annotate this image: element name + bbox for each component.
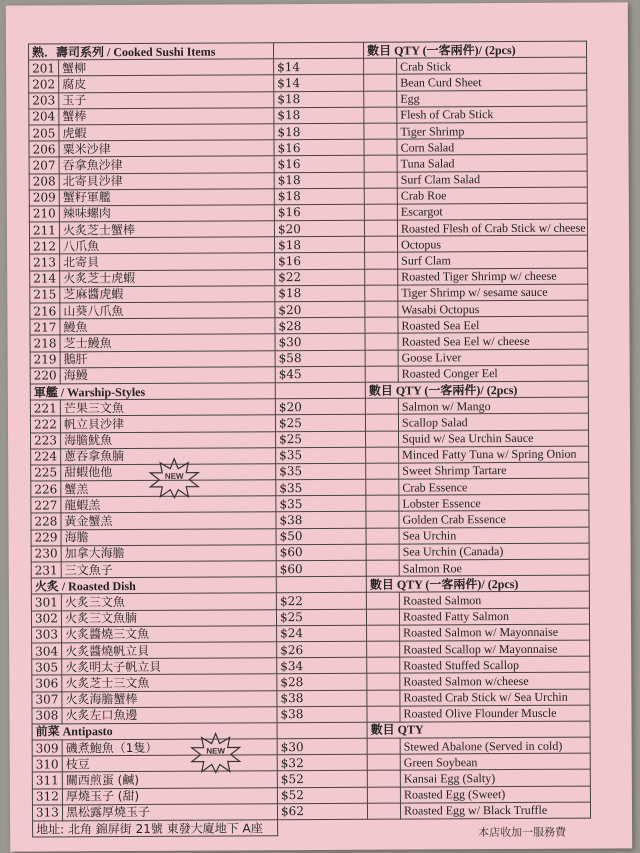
quantity-box[interactable] bbox=[364, 123, 397, 139]
item-chinese-name: 火炙明太子帆立貝 bbox=[62, 658, 277, 675]
item-english-name: Minced Fatty Tuna w/ Spring Onion bbox=[399, 446, 589, 463]
item-english-name: Roasted Stuffed Scallop bbox=[400, 656, 590, 673]
item-number: 306 bbox=[32, 675, 62, 691]
item-number: 309 bbox=[32, 740, 62, 756]
item-number: 202 bbox=[29, 76, 59, 92]
item-chinese-name: 鰻魚 bbox=[60, 318, 275, 335]
item-price: $35 bbox=[276, 496, 366, 513]
item-chinese-name: 加拿大海膽 bbox=[61, 545, 276, 562]
new-badge-label: NEW bbox=[164, 471, 184, 481]
item-chinese-name: 山葵八爪魚 bbox=[60, 302, 275, 319]
item-english-name: Sea Urchin (Canada) bbox=[399, 543, 589, 560]
item-english-name: Egg bbox=[397, 90, 587, 107]
item-english-name: Sweet Shrimp Tartare bbox=[399, 462, 589, 479]
quantity-box[interactable] bbox=[365, 285, 398, 301]
menu-table bbox=[28, 41, 591, 838]
item-english-name: Squid w/ Sea Urchin Sauce bbox=[399, 430, 589, 447]
menu-sheet bbox=[6, 2, 632, 851]
quantity-box[interactable] bbox=[364, 155, 397, 171]
item-chinese-name: 火炙海膽蟹棒 bbox=[62, 690, 277, 707]
item-chinese-name: 海膽魷魚 bbox=[61, 431, 276, 448]
quantity-box[interactable] bbox=[364, 188, 397, 204]
quantity-box[interactable] bbox=[366, 479, 399, 495]
item-english-name: Bean Curd Sheet bbox=[397, 73, 587, 90]
item-english-name: Roasted Egg w/ Black Truffle bbox=[400, 802, 590, 819]
item-chinese-name: 芝麻醬虎蝦 bbox=[60, 286, 275, 303]
item-number: 214 bbox=[30, 270, 60, 286]
new-badge bbox=[190, 731, 242, 773]
item-price: $45 bbox=[275, 366, 365, 383]
quantity-box[interactable] bbox=[367, 787, 400, 803]
item-number: 207 bbox=[29, 157, 59, 173]
quantity-box[interactable] bbox=[366, 560, 399, 576]
item-price: $30 bbox=[277, 738, 367, 755]
item-chinese-name: 辣味螺肉 bbox=[59, 205, 274, 222]
item-price: $18 bbox=[274, 172, 364, 189]
item-number: 223 bbox=[31, 432, 61, 448]
item-number: 218 bbox=[30, 335, 60, 351]
item-chinese-name: 火炙三文魚 bbox=[61, 593, 276, 610]
item-english-name: Tuna Salad bbox=[397, 154, 587, 171]
item-chinese-name: 蟹棒 bbox=[59, 107, 274, 124]
item-english-name: Crab Roe bbox=[397, 187, 587, 204]
item-price: $35 bbox=[276, 479, 366, 496]
item-number: 230 bbox=[31, 546, 61, 562]
quantity-box[interactable] bbox=[365, 236, 398, 252]
quantity-box[interactable] bbox=[365, 350, 398, 366]
item-english-name: Lobster Essence bbox=[399, 494, 589, 511]
quantity-box[interactable] bbox=[365, 414, 398, 430]
item-english-name: Tiger Shrimp w/ sesame sauce bbox=[398, 284, 588, 301]
item-price: $16 bbox=[275, 253, 365, 270]
quantity-box[interactable] bbox=[367, 673, 400, 689]
item-english-name: Scallop Salad bbox=[398, 413, 588, 430]
qty-header: 數目 QTY (一客兩件)/ (2pcs) bbox=[365, 381, 588, 398]
item-english-name: Escargot bbox=[397, 203, 587, 220]
item-chinese-name: 火炙芝士三文魚 bbox=[62, 674, 277, 691]
item-chinese-name: 甜蝦他他 bbox=[61, 464, 276, 481]
item-english-name: Roasted Sea Eel bbox=[398, 316, 588, 333]
item-chinese-name: 龍蝦羔 bbox=[61, 496, 276, 513]
service-charge-note: 本店收加一服務費 bbox=[478, 825, 567, 840]
quantity-box[interactable] bbox=[366, 528, 399, 544]
item-english-name: Roasted Olive Flounder Muscle bbox=[400, 705, 590, 722]
price-header-cell bbox=[276, 576, 366, 593]
item-price: $18 bbox=[274, 188, 364, 205]
quantity-box[interactable] bbox=[364, 139, 397, 155]
new-badge bbox=[148, 457, 200, 499]
item-number: 209 bbox=[29, 190, 59, 206]
item-price: $25 bbox=[276, 609, 366, 626]
item-chinese-name: 芒果三文魚 bbox=[60, 399, 275, 416]
quantity-box[interactable] bbox=[367, 754, 400, 770]
section-title: 火炙 / Roasted Dish bbox=[31, 577, 276, 594]
quantity-box[interactable] bbox=[366, 512, 399, 528]
quantity-box[interactable] bbox=[367, 771, 400, 787]
item-chinese-name: 北寄貝 bbox=[60, 253, 275, 270]
item-price: $25 bbox=[276, 431, 366, 448]
item-price: $38 bbox=[277, 690, 367, 707]
item-price: $30 bbox=[275, 334, 365, 351]
item-english-name: Roasted Sea Eel w/ cheese bbox=[398, 332, 588, 349]
item-chinese-name: 火炙醬燒帆立貝 bbox=[62, 642, 277, 659]
item-number: 303 bbox=[32, 627, 62, 643]
item-price: $16 bbox=[274, 156, 364, 173]
item-number: 228 bbox=[31, 513, 61, 529]
item-number: 203 bbox=[29, 92, 59, 108]
item-price: $60 bbox=[276, 544, 366, 561]
item-number: 210 bbox=[29, 206, 59, 222]
item-english-name: Salmon w/ Mango bbox=[398, 397, 588, 414]
item-english-name: Surf Clam bbox=[398, 252, 588, 269]
item-number: 312 bbox=[32, 788, 62, 804]
item-price: $58 bbox=[275, 350, 365, 367]
item-price: $50 bbox=[276, 528, 366, 545]
item-english-name: Crab Essence bbox=[399, 478, 589, 495]
item-number: 310 bbox=[32, 756, 62, 772]
item-price: $28 bbox=[277, 674, 367, 691]
quantity-box[interactable] bbox=[367, 625, 400, 641]
quantity-box[interactable] bbox=[366, 495, 399, 511]
item-number: 229 bbox=[31, 529, 61, 545]
quantity-box[interactable] bbox=[366, 431, 399, 447]
restaurant-address: 地址: 北角 錦屏街 21號 東發大廈地下 A座 bbox=[33, 820, 278, 837]
quantity-box[interactable] bbox=[364, 107, 397, 123]
quantity-box[interactable] bbox=[365, 366, 398, 382]
quantity-box[interactable] bbox=[367, 641, 400, 657]
quantity-box[interactable] bbox=[365, 398, 398, 414]
price-header-cell bbox=[277, 722, 367, 739]
quantity-box[interactable] bbox=[366, 544, 399, 560]
item-price: $38 bbox=[277, 706, 367, 723]
item-english-name: Roasted Fatty Salmon bbox=[399, 608, 589, 625]
item-number: 225 bbox=[31, 465, 61, 481]
item-number: 201 bbox=[29, 60, 59, 76]
item-chinese-name: 海鰻 bbox=[60, 366, 275, 383]
item-price: $14 bbox=[274, 75, 364, 92]
item-number: 302 bbox=[31, 610, 61, 626]
item-price: $18 bbox=[274, 123, 364, 140]
item-chinese-name: 八爪魚 bbox=[60, 237, 275, 254]
item-chinese-name: 火炙芝士蟹棒 bbox=[59, 221, 274, 238]
section-title: 前菜 Antipasto bbox=[32, 723, 277, 740]
qty-header: 數目 QTY (一客兩件)/ (2pcs) bbox=[364, 41, 587, 58]
quantity-box[interactable] bbox=[367, 657, 400, 673]
item-price: $35 bbox=[276, 463, 366, 480]
item-chinese-name: 鵝肝 bbox=[60, 350, 275, 367]
quantity-box[interactable] bbox=[366, 592, 399, 608]
item-chinese-name: 三文魚子 bbox=[61, 561, 276, 578]
item-chinese-name: 厚燒玉子 (甜) bbox=[62, 787, 277, 804]
item-english-name: Green Soybean bbox=[400, 753, 590, 770]
item-english-name: Roasted Crab Stick w/ Sea Urchin bbox=[400, 689, 590, 706]
item-price: $24 bbox=[277, 625, 367, 642]
item-price: $26 bbox=[277, 641, 367, 658]
item-english-name: Roasted Salmon w/cheese bbox=[400, 672, 590, 689]
item-price: $32 bbox=[277, 755, 367, 772]
quantity-box[interactable] bbox=[365, 317, 398, 333]
quantity-box[interactable] bbox=[364, 74, 397, 90]
quantity-box[interactable] bbox=[367, 706, 400, 722]
quantity-box[interactable] bbox=[364, 172, 397, 188]
item-chinese-name: 關西煎蛋 (鹹) bbox=[62, 771, 277, 788]
item-chinese-name: 蟹羔 bbox=[61, 480, 276, 497]
item-english-name: Crab Stick bbox=[397, 57, 587, 74]
item-chinese-name: 蔥吞拿魚腩 bbox=[61, 447, 276, 464]
section-title: 軍艦 / Warship-Styles bbox=[30, 383, 275, 400]
item-chinese-name: 黃金蟹羔 bbox=[61, 512, 276, 529]
item-number: 222 bbox=[30, 416, 60, 432]
item-price: $25 bbox=[275, 415, 365, 432]
item-chinese-name: 火炙芝士虎蝦 bbox=[60, 269, 275, 286]
item-number: 305 bbox=[32, 659, 62, 675]
quantity-box[interactable] bbox=[365, 269, 398, 285]
item-english-name: Golden Crab Essence bbox=[399, 511, 589, 528]
item-english-name: Roasted Salmon w/ Mayonnaise bbox=[400, 624, 590, 641]
item-chinese-name: 帆立貝沙律 bbox=[60, 415, 275, 432]
new-badge-label: NEW bbox=[206, 746, 226, 756]
quantity-box[interactable] bbox=[364, 58, 397, 74]
item-price: $22 bbox=[275, 269, 365, 286]
item-number: 216 bbox=[30, 303, 60, 319]
item-english-name: Roasted Salmon bbox=[399, 591, 589, 608]
item-english-name: Kansai Egg (Salty) bbox=[400, 770, 590, 787]
quantity-box[interactable] bbox=[365, 333, 398, 349]
item-price: $22 bbox=[276, 593, 366, 610]
price-header-cell bbox=[274, 42, 364, 59]
item-price: $18 bbox=[275, 237, 365, 254]
qty-header: 數目 QTY bbox=[367, 721, 590, 738]
item-english-name: Roasted Flesh of Crab Stick w/ cheese bbox=[397, 219, 587, 236]
item-number: 220 bbox=[30, 368, 60, 384]
item-chinese-name: 火炙醬燒三文魚 bbox=[62, 625, 277, 642]
item-english-name: Octopus bbox=[398, 235, 588, 252]
item-price: $60 bbox=[276, 560, 366, 577]
item-price: $34 bbox=[277, 657, 367, 674]
item-english-name: Goose Liver bbox=[398, 349, 588, 366]
item-number: 212 bbox=[30, 238, 60, 254]
item-number: 231 bbox=[31, 562, 61, 578]
item-chinese-name: 蟹籽軍艦 bbox=[59, 188, 274, 205]
item-price: $35 bbox=[276, 447, 366, 464]
item-number: 204 bbox=[29, 109, 59, 125]
item-chinese-name: 腐皮 bbox=[59, 75, 274, 92]
item-english-name: Sea Urchin bbox=[399, 527, 589, 544]
qty-header: 數目 QTY (一客兩件)/ (2pcs) bbox=[366, 575, 589, 592]
item-number: 215 bbox=[30, 287, 60, 303]
item-number: 211 bbox=[29, 222, 59, 238]
item-number: 307 bbox=[32, 691, 62, 707]
item-number: 301 bbox=[31, 594, 61, 610]
item-price: $38 bbox=[276, 512, 366, 529]
item-chinese-name: 火炙三文魚腩 bbox=[61, 609, 276, 626]
item-chinese-name: 虎蝦 bbox=[59, 124, 274, 141]
item-english-name: Stewed Abalone (Served in cold) bbox=[400, 737, 590, 754]
item-price: $20 bbox=[274, 220, 364, 237]
item-price: $14 bbox=[274, 58, 364, 75]
item-number: 208 bbox=[29, 173, 59, 189]
item-chinese-name: 粟米沙律 bbox=[59, 140, 274, 157]
quantity-box[interactable] bbox=[365, 301, 398, 317]
item-price: $16 bbox=[274, 139, 364, 156]
item-number: 304 bbox=[32, 643, 62, 659]
item-number: 206 bbox=[29, 141, 59, 157]
item-number: 219 bbox=[30, 351, 60, 367]
item-chinese-name: 海膽 bbox=[61, 528, 276, 545]
quantity-box[interactable] bbox=[366, 609, 399, 625]
item-price: $62 bbox=[277, 803, 367, 820]
item-chinese-name: 磯煮鮑魚（1隻） bbox=[62, 739, 277, 756]
item-price: $18 bbox=[274, 107, 364, 124]
item-english-name: Flesh of Crab Stick bbox=[397, 106, 587, 123]
item-chinese-name: 黑松露厚燒玉子 bbox=[62, 804, 277, 821]
section-title: 熟．壽司系列 / Cooked Sushi Items bbox=[28, 43, 273, 60]
item-chinese-name: 北寄貝沙律 bbox=[59, 172, 274, 189]
item-chinese-name: 芝士鰻魚 bbox=[60, 334, 275, 351]
quantity-box[interactable] bbox=[364, 91, 397, 107]
item-chinese-name: 蟹柳 bbox=[59, 59, 274, 76]
quantity-box[interactable] bbox=[366, 463, 399, 479]
item-chinese-name: 吞拿魚沙律 bbox=[59, 156, 274, 173]
item-english-name: Salmon Roe bbox=[399, 559, 589, 576]
quantity-box[interactable] bbox=[364, 204, 397, 220]
item-chinese-name: 玉子 bbox=[59, 91, 274, 108]
item-english-name: Corn Salad bbox=[397, 138, 587, 155]
item-english-name: Roasted Scallop w/ Mayonnaise bbox=[400, 640, 590, 657]
item-english-name: Wasabi Octopus bbox=[398, 300, 588, 317]
item-chinese-name: 枝豆 bbox=[62, 755, 277, 772]
quantity-box[interactable] bbox=[367, 738, 400, 754]
item-price: $20 bbox=[275, 398, 365, 415]
item-chinese-name: 火炙左口魚邊 bbox=[62, 706, 277, 723]
item-price: $18 bbox=[274, 91, 364, 108]
quantity-box[interactable] bbox=[367, 690, 400, 706]
price-header-cell bbox=[275, 382, 365, 399]
item-number: 308 bbox=[32, 708, 62, 724]
quantity-box[interactable] bbox=[367, 803, 400, 819]
item-number: 226 bbox=[31, 481, 61, 497]
item-english-name: Roasted Conger Eel bbox=[398, 365, 588, 382]
item-number: 205 bbox=[29, 125, 59, 141]
item-price: $28 bbox=[275, 317, 365, 334]
item-number: 213 bbox=[30, 254, 60, 270]
item-price: $16 bbox=[274, 204, 364, 221]
quantity-box[interactable] bbox=[364, 220, 397, 236]
quantity-box[interactable] bbox=[365, 253, 398, 269]
item-number: 313 bbox=[32, 805, 62, 821]
item-number: 217 bbox=[30, 319, 60, 335]
item-english-name: Roasted Egg (Sweet) bbox=[400, 786, 590, 803]
item-number: 221 bbox=[30, 400, 60, 416]
item-number: 227 bbox=[31, 497, 61, 513]
item-price: $52 bbox=[277, 771, 367, 788]
quantity-box[interactable] bbox=[366, 447, 399, 463]
item-number: 311 bbox=[32, 772, 62, 788]
item-english-name: Roasted Tiger Shrimp w/ cheese bbox=[398, 268, 588, 285]
item-price: $20 bbox=[275, 301, 365, 318]
item-number: 224 bbox=[31, 449, 61, 465]
item-price: $18 bbox=[275, 285, 365, 302]
item-english-name: Surf Clam Salad bbox=[397, 171, 587, 188]
item-english-name: Tiger Shrimp bbox=[397, 122, 587, 139]
item-price: $52 bbox=[277, 787, 367, 804]
